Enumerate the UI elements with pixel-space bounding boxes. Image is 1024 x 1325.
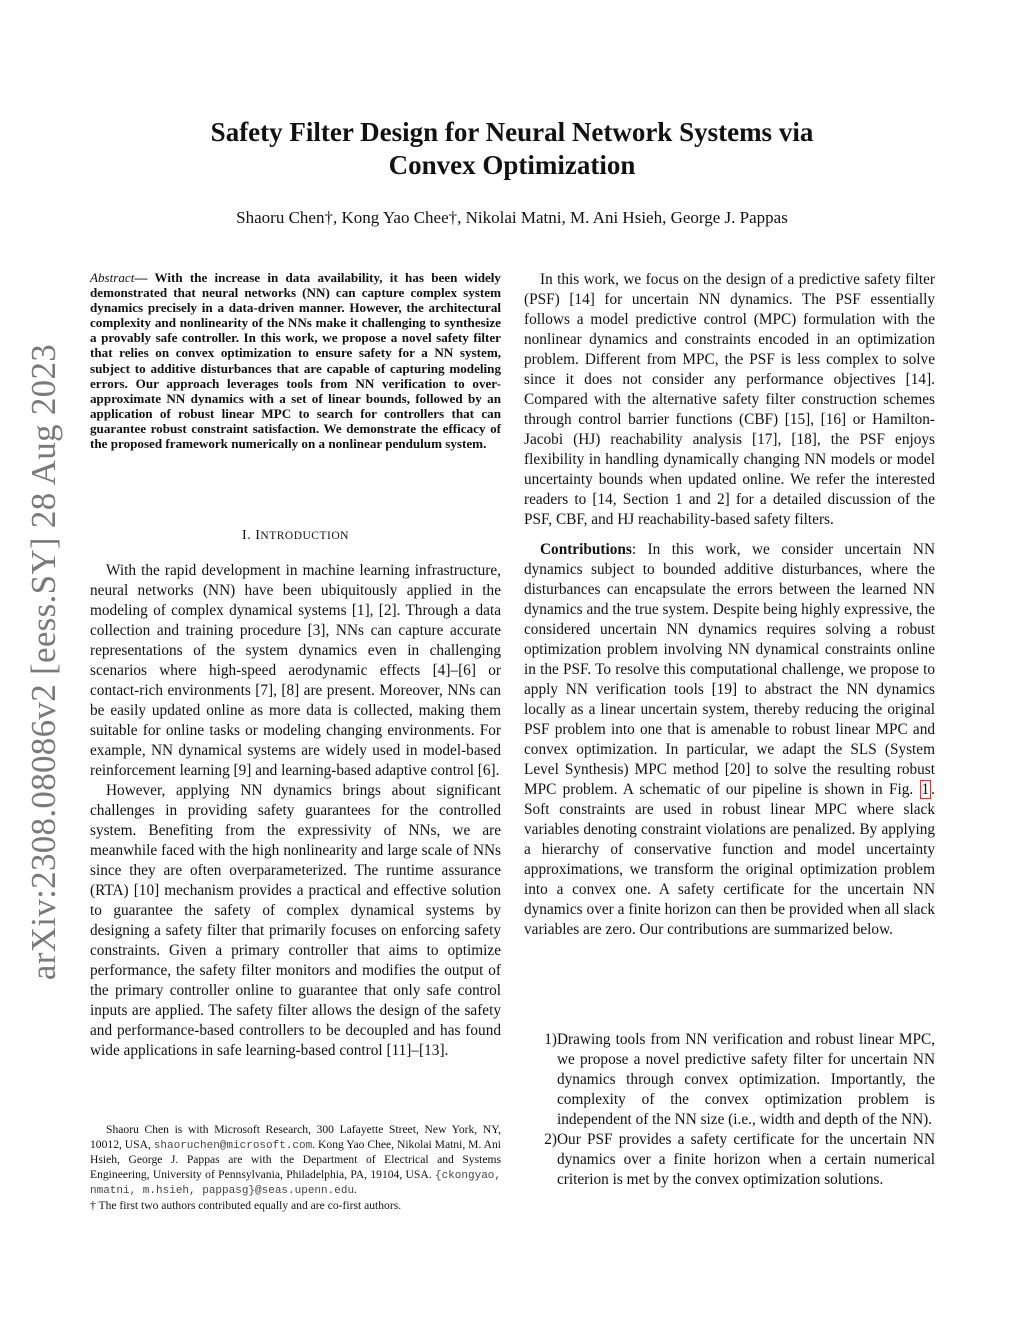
contributions-paragraph bbox=[524, 540, 935, 940]
equal-contribution-note: † The first two authors contributed equally and are co-first authors. bbox=[90, 1198, 402, 1212]
affiliation-text-1: Shaoru Chen is with Microsoft Research, 300 Lafayette Street, New York, NY, 10012, USA, bbox=[90, 1123, 501, 1151]
intro-paragraph-1: With the rapid development in machine learning infrastructure, neural networks (NN) have been ubiquitously applied in the modeling of complex dynamical systems [1], [2]. Through a data collection and training procedure [3], NNs can capture accurate representations of the system dynamics even in challenging scenarios where high-speed aerodynamic effects [4]–[6] or contact-rich environments [7], [8] are present. Moreover, NNs can be easily updated online as more data is collected, making them suitable for online tasks or modeling changing environments. For example, NN dynamical systems are widely used in model-based reinforcement learning [9] and learning-based adaptive control [6]. bbox=[90, 562, 501, 779]
figure-reference-link[interactable]: 1 bbox=[921, 781, 930, 798]
contributions-text-1: : In this work, we consider uncertain NN dynamics subject to bounded additive disturbances, where the disturbances can encapsulate the errors between the learned NN dynamics and the true system. Despite being highly expressive, the considered uncertain NN dynamics requires solving a robust optimization problem involving NN dynamical constraints online in the PSF. To resolve this computational challenge, we propose to apply NN verification tools [19] to abstract the NN dynamics locally as a linear uncertain system, thereby reducing the original PSF problem into one that is amenable to robust linear MPC and convex optimization. In particular, we adapt the SLS (System Level Synthesis) MPC method [20] to solve the resulting robust MPC problem. A schematic of our pipeline is shown in Fig. bbox=[524, 541, 935, 798]
affiliation-footnote bbox=[90, 1123, 501, 1213]
abstract-label: Abstract bbox=[90, 270, 135, 285]
right-column-body bbox=[524, 270, 935, 940]
affiliation-text bbox=[90, 1123, 501, 1199]
affiliation-text-3: . bbox=[354, 1183, 357, 1196]
contributions-label: Contributions bbox=[540, 541, 632, 558]
arxiv-identifier-stamp: arXiv:2308.08086v2 [eess.SY] 28 Aug 2023 bbox=[24, 343, 63, 981]
section-title-initial: I bbox=[255, 528, 261, 543]
contributions-text-2: . Soft constraints are used in robust linear MPC where slack variables denoting constraint violations are penalized. By applying a hierarchy of conservative function and model uncertainty approximations, we transform the original optimization problem into a convex one. A safety certificate for the uncertain NN dynamics over a finite horizon can then be provided when all slack variables are zero. Our contributions are summarized below. bbox=[524, 781, 935, 938]
affiliation-text-2: . Kong Yao Chee, Nikolai Matni, M. Ani Hsieh, George J. Pappas are with the Department of Electrical and Systems Engineering, University of Pennsylvania, Philadelphia, PA, 19104, USA. bbox=[90, 1137, 501, 1181]
abstract bbox=[90, 270, 501, 451]
abstract-dash: — bbox=[134, 270, 148, 285]
list-item-text: Drawing tools from NN verification and robust linear MPC, we propose a novel predictive safety filter for uncertain NN dynamics through convex optimization. Importantly, the complexity of the convex optimization problem is independent of the NN size (i.e., width and depth of the NN). bbox=[557, 1031, 935, 1128]
section-numeral: I. bbox=[242, 528, 256, 543]
list-item-number: 1) bbox=[544, 1031, 557, 1048]
list-item bbox=[524, 1130, 935, 1190]
intro-paragraph-2: However, applying NN dynamics brings about significant challenges in providing safety guarantees for the controlled system. Benefiting from the expressivity of NNs, we are meanwhile faced with the high nonlinearity and large scale of NNs since they are often overparameterized. The runtime assurance (RTA) [10] mechanism provides a practical and effective solution to guarantee the safety of complex dynamical systems by designing a safety filter that primarily focuses on enforcing safety constraints. Given a primary controller that aims to optimize performance, the safety filter monitors and modifies the output of the primary controller online to guarantee that only safe control inputs are applied. The safety filter allows the design of the safety and performance-based controllers to be decoupled and has found wide applications in safe learning-based control [11]–[13]. bbox=[90, 782, 501, 1059]
list-item-text: Our PSF provides a safety certificate for the uncertain NN dynamics over a finite horizon when a certain numerical criterion is met by the convex optimization solutions. bbox=[557, 1131, 935, 1188]
title-line-1: Safety Filter Design for Neural Network Systems via bbox=[210, 117, 814, 147]
list-item-number: 2) bbox=[544, 1131, 557, 1148]
section-heading-introduction bbox=[90, 528, 501, 544]
section-title-rest: NTRODUCTION bbox=[260, 530, 349, 542]
introduction-body bbox=[90, 561, 501, 1061]
email-link-2[interactable]: {ckongyao, nmatni, m.hsieh, pappasg}@seas.upenn.edu bbox=[90, 1169, 501, 1197]
contribution-list bbox=[524, 1030, 935, 1190]
psf-paragraph: In this work, we focus on the design of a predictive safety filter (PSF) [14] for uncertain NN dynamics. The PSF essentially follows a model predictive control (MPC) formulation with the nonlinear dynamics and constraints encoded in an optimization problem. Different from MPC, the PSF is less complex to solve since it does not consider any performance objectives [14]. Compared with the alternative safety filter construction schemes through control barrier functions (CBF) [15], [16] or Hamilton-Jacobi (HJ) reachability analysis [17], [18], the PSF enjoys flexibility in handling dynamically changing NN models or model uncertainty bounds when updated online. We refer the interested readers to [14, Section 1 and 2] for a detailed discussion of the PSF, CBF, and HJ reachability-based safety filters. bbox=[524, 271, 935, 528]
email-link-1[interactable]: shaoruchen@microsoft.com bbox=[153, 1139, 313, 1152]
paper-title bbox=[150, 116, 874, 182]
title-line-2: Convex Optimization bbox=[388, 150, 636, 180]
list-item bbox=[524, 1030, 935, 1130]
abstract-text: With the increase in data availability, it has been widely demonstrated that neural networks (NN) can capture complex system dynamics precisely in a data-driven manner. However, the architectural complexity and nonlinearity of the NNs make it challenging to synthesize a provably safe controller. In this work, we propose a novel safety filter that relies on convex optimization to ensure safety for a NN system, subject to additive disturbances that are capable of capturing modeling errors. Our approach leverages tools from NN verification to over-approximate NN dynamics with a set of linear bounds, followed by an application of robust linear MPC to search for controllers that can guarantee robust constraint satisfaction. We demonstrate the efficacy of the proposed framework numerically on a nonlinear pendulum system. bbox=[90, 270, 501, 452]
author-list: Shaoru Chen†, Kong Yao Chee†, Nikolai Matni, M. Ani Hsieh, George J. Pappas bbox=[236, 208, 788, 227]
